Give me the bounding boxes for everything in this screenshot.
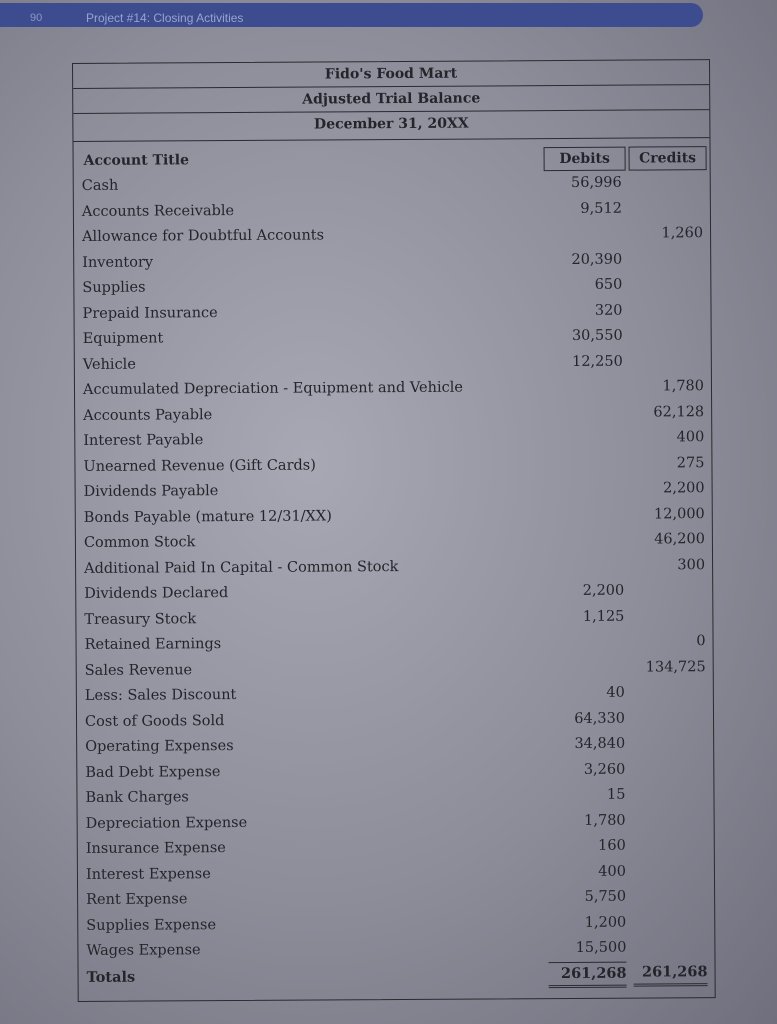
account-title: Equipment (82, 330, 164, 347)
debit-amount: 12,250 (572, 353, 623, 370)
account-title: Dividends Payable (83, 483, 219, 500)
credits-header: Credits (629, 146, 707, 170)
column-headers (74, 146, 710, 172)
debit-amount: 2,200 (582, 582, 625, 599)
credit-amount: 0 (696, 633, 706, 650)
company-name: Fido's Food Mart (73, 60, 709, 89)
debit-amount: 160 (598, 837, 626, 854)
account-title: Accounts Receivable (81, 202, 235, 220)
table-row (74, 298, 710, 327)
table-row (78, 808, 714, 837)
account-title: Vehicle (82, 356, 136, 373)
trial-balance-table (72, 59, 716, 1002)
table-row (77, 680, 713, 709)
table-row (78, 859, 714, 888)
debit-amount: 650 (594, 276, 623, 293)
table-row (77, 731, 713, 760)
page-number: 90 (30, 12, 43, 24)
account-title: Unearned Revenue (Gift Cards) (83, 457, 316, 475)
debit-amount: 56,996 (570, 174, 622, 191)
debit-amount: 3,260 (583, 761, 626, 778)
account-title: Prepaid Insurance (82, 304, 218, 322)
account-title: Depreciation Expense (85, 814, 248, 832)
credit-amount: 46,200 (654, 531, 705, 548)
total-credits: 261,268 (633, 961, 707, 986)
total-debits: 261,268 (548, 961, 626, 987)
table-row (75, 400, 711, 429)
table-row (77, 757, 713, 786)
debit-amount: 9,512 (580, 200, 622, 217)
debits-header: Debits (544, 147, 626, 172)
table-row (74, 272, 710, 301)
account-title: Accounts Payable (83, 406, 213, 424)
account-title: Bonds Payable (mature 12/31/XX) (83, 507, 332, 526)
table-row (76, 553, 712, 582)
table-row (76, 476, 712, 505)
credit-amount: 62,128 (653, 403, 705, 420)
debit-amount: 30,550 (571, 327, 623, 344)
debit-amount: 40 (606, 684, 625, 701)
debit-amount: 1,125 (582, 608, 625, 625)
account-title: Bank Charges (85, 789, 189, 806)
table-row (76, 578, 712, 607)
account-title: Rent Expense (86, 891, 188, 908)
project-title: Project #14: Closing Activities (86, 11, 244, 25)
debit-amount: 15,500 (575, 939, 627, 956)
debit-amount: 1,200 (584, 914, 627, 931)
table-row (75, 425, 711, 454)
table-row (78, 884, 714, 913)
credit-amount: 12,000 (653, 505, 705, 522)
account-title: Treasury Stock (84, 610, 197, 628)
table-row (78, 910, 714, 939)
debit-amount: 64,330 (574, 710, 626, 727)
credit-amount: 400 (676, 429, 705, 446)
account-title: Sales Revenue (84, 661, 193, 679)
account-title: Wages Expense (86, 942, 201, 959)
table-row (74, 221, 710, 250)
table-row (75, 451, 711, 480)
credit-amount: 300 (677, 556, 706, 573)
debit-amount: 20,390 (571, 251, 623, 268)
table-row (76, 527, 712, 556)
account-title: Dividends Declared (84, 585, 229, 602)
account-title: Retained Earnings (84, 636, 222, 653)
table-row (77, 782, 713, 811)
table-row (78, 833, 714, 862)
table-row (75, 349, 711, 378)
debit-amount: 320 (594, 302, 623, 319)
totals-label: Totals (86, 968, 136, 986)
account-title: Inventory (82, 254, 154, 271)
page-header-bar (0, 3, 703, 27)
table-row (76, 629, 712, 658)
debit-amount: 34,840 (574, 735, 626, 752)
table-row (75, 323, 711, 352)
table-row (76, 502, 712, 531)
debit-amount: 15 (606, 786, 626, 803)
table-row (76, 604, 712, 633)
account-title: Supplies Expense (86, 916, 217, 934)
table-row (78, 935, 714, 964)
credit-amount: 1,780 (662, 378, 705, 395)
account-rows (74, 170, 715, 990)
account-title: Cash (81, 177, 119, 194)
debit-amount: 400 (598, 863, 626, 880)
account-title: Allowance for Doubtful Accounts (82, 227, 325, 245)
account-title: Bad Debt Expense (85, 763, 221, 781)
credit-amount: 275 (676, 454, 705, 471)
table-row (74, 247, 710, 276)
debit-amount: 5,750 (584, 888, 627, 905)
table-row (75, 374, 711, 403)
table-row (74, 170, 710, 199)
debit-amount: 1,780 (584, 812, 626, 829)
account-title: Supplies (82, 279, 146, 296)
table-row (74, 196, 710, 225)
account-title: Interest Payable (83, 432, 204, 449)
credit-amount: 2,200 (663, 480, 705, 497)
table-row (77, 655, 713, 684)
statement-title: Adjusted Trial Balance (73, 85, 709, 114)
account-title: Less: Sales Discount (84, 687, 237, 704)
account-title: Common Stock (83, 534, 196, 551)
credit-amount: 134,725 (645, 658, 706, 676)
account-title: Insurance Expense (85, 840, 226, 857)
account-title: Accumulated Depreciation - Equipment and Vehicle (82, 379, 463, 398)
account-title: Additional Paid In Capital - Common Stock (84, 558, 399, 577)
account-title: Cost of Goods Sold (84, 712, 225, 730)
header-divider (73, 137, 709, 142)
account-title: Operating Expenses (85, 738, 234, 755)
table-row (77, 706, 713, 735)
totals-row (79, 961, 715, 990)
credit-amount: 1,260 (661, 225, 704, 242)
statement-date: December 31, 20XX (313, 115, 469, 133)
account-title: Interest Expense (85, 865, 211, 883)
account-title-header: Account Title (83, 152, 190, 169)
